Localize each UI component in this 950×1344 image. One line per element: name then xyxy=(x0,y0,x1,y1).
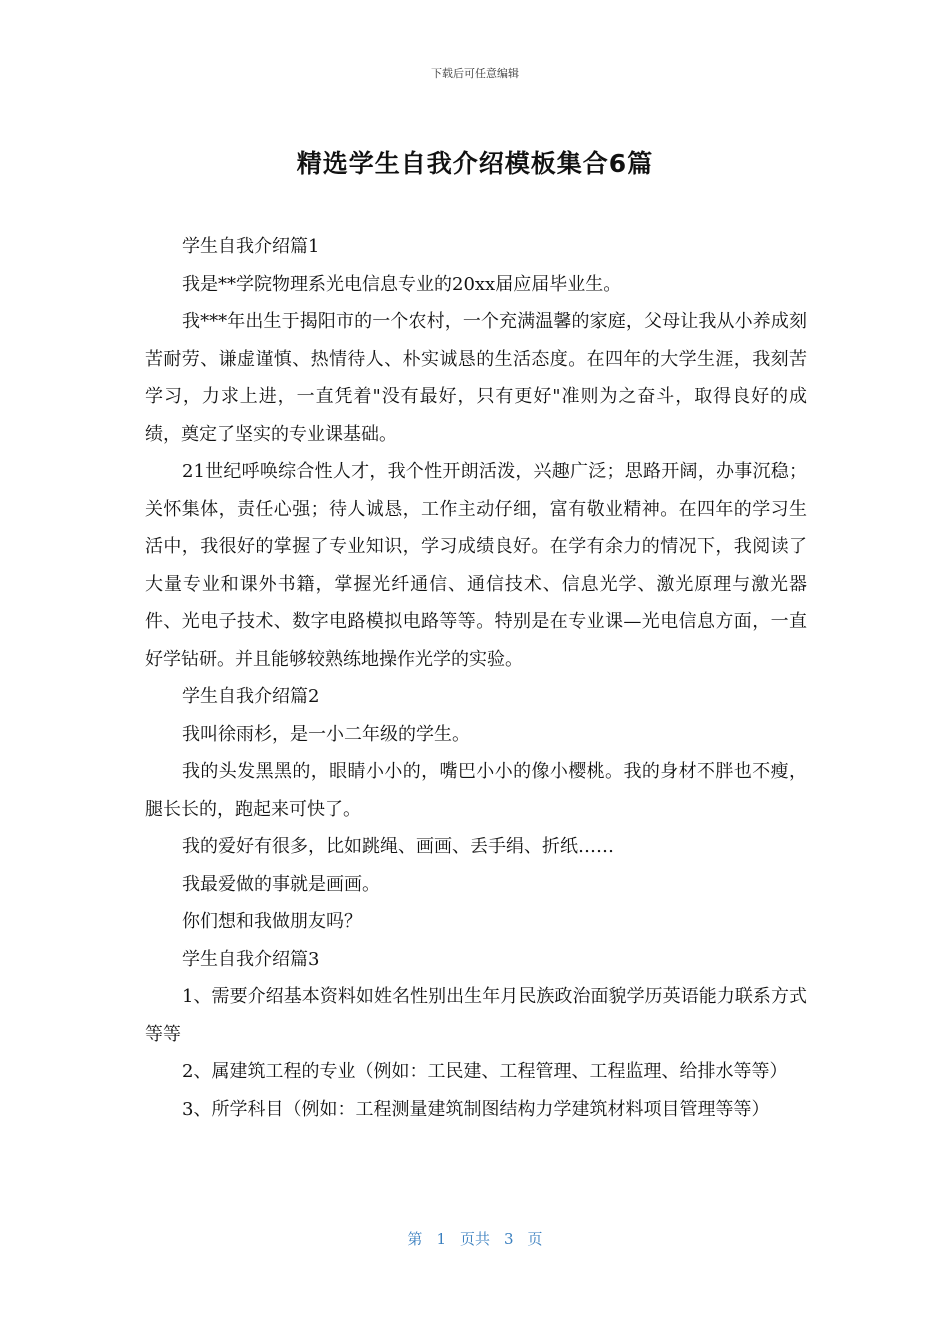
paragraph: 21世纪呼唤综合性人才，我个性开朗活泼，兴趣广泛；思路开阔，办事沉稳；关怀集体，责任心强；待人诚恳，工作主动仔细，富有敬业精神。在四年的学习生活中，我很好的掌握了专业知识，学习成绩良好。在学有余力的情况下，我阅读了大量专业和课外书籍，掌握光纤通信、通信技术、信息光学、激光原理与激光器件、光电子技术、数字电路模拟电路等等。特别是在专业课—光电信息方面，一直好学钻研。并且能够较熟练地操作光学的实验。 xyxy=(145,461,807,670)
page-header: 下载后可任意编辑 xyxy=(431,67,519,80)
list-item: 2、属建筑工程的专业（例如：工民建、工程管理、工程监理、给排水等等） xyxy=(182,1061,788,1082)
footer-total-pages: 3 xyxy=(504,1230,514,1248)
paragraph: 我最爱做的事就是画画。 xyxy=(182,873,380,895)
section-heading-1: 学生自我介绍篇1 xyxy=(182,236,320,257)
footer-page-number: 1 xyxy=(436,1230,446,1248)
paragraph: 你们想和我做朋友吗？ xyxy=(182,911,362,932)
section-heading-2: 学生自我介绍篇2 xyxy=(182,686,320,707)
page-footer xyxy=(0,1229,950,1249)
list-item: 1、需要介绍基本资料如姓名性别出生年月民族政治面貌学历英语能力联系方式等等 xyxy=(145,986,807,1045)
paragraph: 我***年出生于揭阳市的一个农村，一个充满温馨的家庭，父母让我从小养成刻苦耐劳、谦虚谨慎、热情待人、朴实诚恳的生活态度。在四年的大学生涯，我刻苦学习，力求上进，一直凭着"没有最好，只有更好"准则为之奋斗，取得良好的成绩，奠定了坚实的专业课基础。 xyxy=(145,311,807,445)
footer-suffix: 页 xyxy=(527,1230,543,1248)
paragraph: 我是**学院物理系光电信息专业的20xx届应届毕业生。 xyxy=(182,273,622,295)
footer-prefix: 第 xyxy=(407,1230,423,1248)
paragraph: 我的头发黑黑的，眼睛小小的，嘴巴小小的像小樱桃。我的身材不胖也不瘦，腿长长的，跑起来可快了。 xyxy=(145,761,807,820)
footer-middle: 页共 xyxy=(459,1230,490,1248)
section-heading-3: 学生自我介绍篇3 xyxy=(182,948,320,970)
list-item: 3、所学科目（例如：工程测量建筑制图结构力学建筑材料项目管理等等） xyxy=(182,1098,770,1120)
paragraph: 我的爱好有很多，比如跳绳、画画、丢手绢、折纸…… xyxy=(182,836,614,857)
paragraph: 我叫徐雨杉，是一小二年级的学生。 xyxy=(182,723,470,745)
document-body xyxy=(145,228,807,1128)
document-title: 精选学生自我介绍模板集合6篇 xyxy=(296,149,654,178)
